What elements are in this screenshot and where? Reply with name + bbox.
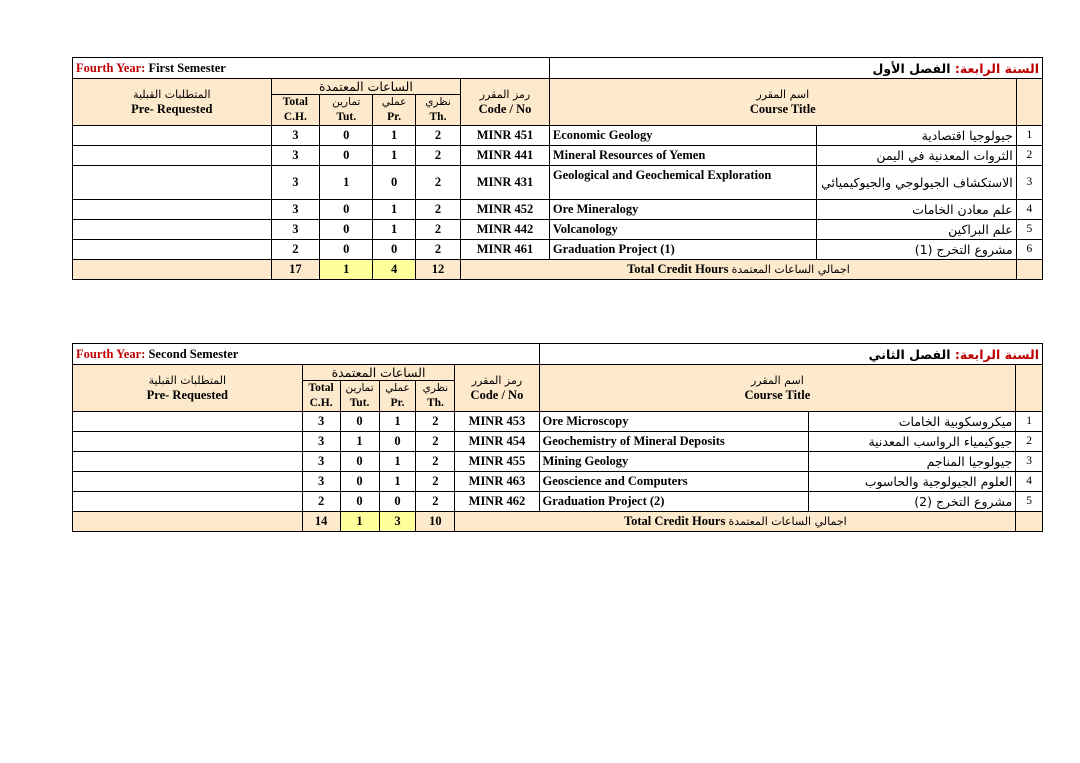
prereq-cell: [73, 432, 303, 452]
course-title-ar-cell: علم معادن الخامات: [817, 200, 1017, 220]
total-header-bottom: C.H.: [283, 111, 307, 123]
course-row: [73, 452, 1043, 472]
pr-header-bottom: Pr.: [390, 397, 405, 409]
pr-cell: 0: [373, 166, 415, 200]
course-title-ar-cell: مشروع التخرج (2): [809, 492, 1016, 512]
tut-cell: 0: [320, 220, 373, 240]
total-header-top: Total: [308, 382, 334, 394]
pr-cell: 0: [379, 492, 416, 512]
course-code-cell: MINR 455: [455, 452, 539, 472]
total-ch-cell: 3: [271, 166, 319, 200]
total-ch-cell: 3: [271, 126, 319, 146]
th-header-top: نظري: [422, 382, 449, 394]
pr-cell: 1: [379, 412, 416, 432]
prereq-header-en: Pre- Requested: [131, 102, 213, 116]
course-title-header: [539, 365, 1016, 412]
year-label-ar: السنة الرابعة:: [954, 346, 1039, 362]
code-header: [455, 365, 539, 412]
course-title-en-cell: Ore Mineralogy: [549, 200, 816, 220]
course-table: [72, 343, 1043, 532]
row-number-cell: 2: [1016, 432, 1043, 452]
total-row: [73, 512, 1043, 532]
course-title-ar-cell: الثروات المعدنية في اليمن: [817, 146, 1017, 166]
th-cell: 2: [416, 412, 455, 432]
course-title-ar-cell: علم البراكين: [817, 220, 1017, 240]
year-label: Fourth Year:: [76, 346, 146, 361]
total-ch-cell: 2: [271, 240, 319, 260]
row-number-cell: 6: [1016, 240, 1042, 260]
title-header-en: Course Title: [744, 388, 811, 402]
course-row: [73, 220, 1043, 240]
course-row: [73, 200, 1043, 220]
prereq-cell: [73, 412, 303, 432]
total-header-top: Total: [282, 96, 308, 108]
first-semester-table: [72, 57, 1043, 280]
code-header-en: Code / No: [478, 102, 532, 116]
course-title-en-cell: Mining Geology: [539, 452, 809, 472]
credit-hours-header: الساعات المعتمدة: [302, 365, 455, 381]
course-code-cell: MINR 462: [455, 492, 539, 512]
total-header: [302, 381, 340, 412]
pr-cell: 0: [379, 432, 416, 452]
total-label-ar: اجمالي الساعات المعتمدة: [731, 263, 850, 276]
total-ch-cell: 3: [271, 146, 319, 166]
tut-cell: 0: [340, 492, 379, 512]
course-row: [73, 126, 1043, 146]
semester-label-ar: الفصل الثاني: [868, 346, 951, 362]
course-title-en-cell: Mineral Resources of Yemen: [549, 146, 816, 166]
header-row: [73, 365, 1043, 381]
tut-header-top: تمارين: [345, 382, 374, 394]
tut-header-bottom: Tut.: [349, 397, 370, 409]
pr-header-top: عملي: [381, 96, 407, 108]
total-ch-cell: 3: [302, 432, 340, 452]
total-ch-sum: 14: [302, 512, 340, 532]
total-tut-sum: 1: [320, 260, 373, 280]
th-cell: 2: [415, 240, 460, 260]
course-title-en-cell: Graduation Project (2): [539, 492, 809, 512]
total-header-bottom: C.H.: [309, 397, 333, 409]
prereq-cell: [73, 200, 272, 220]
row-number-cell: 1: [1016, 412, 1043, 432]
course-row: [73, 240, 1043, 260]
tut-header: [320, 95, 373, 126]
prereq-cell: [73, 146, 272, 166]
number-header: [1016, 365, 1043, 412]
course-title-en-cell: Graduation Project (1): [549, 240, 816, 260]
course-title-en-cell: Ore Microscopy: [539, 412, 809, 432]
prereq-cell: [73, 240, 272, 260]
prereq-header-ar: المتطلبات القبلية: [133, 88, 211, 101]
th-header-bottom: Th.: [426, 397, 444, 409]
course-title-ar-cell: جيولوجيا اقتصادية: [817, 126, 1017, 146]
row-number-cell: 4: [1016, 472, 1043, 492]
semester-label: First Semester: [148, 60, 226, 75]
pr-header: [379, 381, 416, 412]
total-label-en: Total Credit Hours: [627, 262, 729, 276]
tut-cell: 1: [320, 166, 373, 200]
semester-title-en: [73, 58, 550, 79]
course-title-ar-cell: ميكروسكوبية الخامات: [809, 412, 1016, 432]
year-label-ar: السنة الرابعة:: [954, 60, 1039, 76]
th-header: [415, 95, 460, 126]
prereq-cell: [73, 472, 303, 492]
prereq-cell: [73, 126, 272, 146]
pr-header: [373, 95, 415, 126]
total-number-cell: [1016, 260, 1042, 280]
total-ch-cell: 3: [302, 412, 340, 432]
total-row: [73, 260, 1043, 280]
course-code-cell: MINR 461: [461, 240, 550, 260]
total-prereq-cell: [73, 512, 303, 532]
tut-header: [340, 381, 379, 412]
total-ch-sum: 17: [271, 260, 319, 280]
course-code-cell: MINR 451: [461, 126, 550, 146]
th-cell: 2: [415, 146, 460, 166]
year-label: Fourth Year:: [76, 60, 146, 75]
pr-cell: 1: [373, 126, 415, 146]
course-row: [73, 146, 1043, 166]
course-row: [73, 432, 1043, 452]
prereq-header-en: Pre- Requested: [146, 388, 228, 402]
total-label-ar: اجمالي الساعات المعتمدة: [728, 515, 847, 528]
course-code-cell: MINR 441: [461, 146, 550, 166]
total-ch-cell: 2: [302, 492, 340, 512]
code-header: [461, 79, 550, 126]
pr-header-bottom: Pr.: [387, 111, 402, 123]
th-header: [416, 381, 455, 412]
total-credit-label: [455, 512, 1016, 532]
pr-cell: 1: [379, 452, 416, 472]
total-th-sum: 10: [416, 512, 455, 532]
course-code-cell: MINR 431: [461, 166, 550, 200]
tut-cell: 0: [340, 472, 379, 492]
code-header-en: Code / No: [470, 388, 524, 402]
course-title-header: [549, 79, 1016, 126]
prereq-header: [73, 79, 272, 126]
course-row: [73, 492, 1043, 512]
th-cell: 2: [415, 220, 460, 240]
th-cell: 2: [416, 492, 455, 512]
row-number-cell: 3: [1016, 166, 1042, 200]
total-ch-cell: 3: [302, 452, 340, 472]
course-title-ar-cell: مشروع التخرج (1): [817, 240, 1017, 260]
th-header-bottom: Th.: [429, 111, 447, 123]
tut-cell: 1: [340, 432, 379, 452]
course-title-en-cell: Geological and Geochemical Exploration: [549, 166, 816, 200]
pr-header-top: عملي: [385, 382, 410, 394]
total-label-en: Total Credit Hours: [623, 514, 726, 528]
course-title-en-cell: Geoscience and Computers: [539, 472, 809, 492]
tut-cell: 0: [320, 200, 373, 220]
semester-title-ar: [549, 58, 1042, 79]
course-title-ar-cell: الاستكشاف الجيولوجي والجيوكيميائي: [817, 166, 1017, 200]
tut-header-bottom: Tut.: [336, 111, 357, 123]
pr-cell: 1: [373, 200, 415, 220]
header-row: [73, 79, 1043, 95]
total-pr-sum: 4: [373, 260, 415, 280]
code-header-ar: رمز المقرر: [471, 374, 523, 387]
course-row: [73, 412, 1043, 432]
prereq-cell: [73, 492, 303, 512]
prereq-header-ar: المتطلبات القبلية: [148, 374, 227, 387]
semester-label: Second Semester: [148, 346, 239, 361]
total-th-sum: 12: [415, 260, 460, 280]
course-row: [73, 472, 1043, 492]
row-number-cell: 5: [1016, 220, 1042, 240]
course-title-en-cell: Volcanology: [549, 220, 816, 240]
number-header: [1016, 79, 1042, 126]
tut-cell: 0: [340, 452, 379, 472]
course-title-en-cell: Economic Geology: [549, 126, 816, 146]
course-title-ar-cell: جيولوجيا المناجم: [809, 452, 1016, 472]
total-pr-sum: 3: [379, 512, 416, 532]
title-header-en: Course Title: [749, 102, 816, 116]
prereq-cell: [73, 452, 303, 472]
pr-cell: 1: [379, 472, 416, 492]
course-row: [73, 166, 1043, 200]
th-cell: 2: [416, 452, 455, 472]
prereq-cell: [73, 220, 272, 240]
total-ch-cell: 3: [271, 220, 319, 240]
course-title-en-cell: Geochemistry of Mineral Deposits: [539, 432, 809, 452]
pr-cell: 1: [373, 220, 415, 240]
course-code-cell: MINR 463: [455, 472, 539, 492]
semester-title-row: [73, 58, 1043, 79]
credit-hours-header: الساعات المعتمدة: [271, 79, 461, 95]
total-number-cell: [1016, 512, 1043, 532]
row-number-cell: 4: [1016, 200, 1042, 220]
th-cell: 2: [415, 126, 460, 146]
course-code-cell: MINR 442: [461, 220, 550, 240]
total-ch-cell: 3: [302, 472, 340, 492]
row-number-cell: 1: [1016, 126, 1042, 146]
course-title-ar-cell: جيوكيمياء الرواسب المعدنية: [809, 432, 1016, 452]
th-cell: 2: [415, 166, 460, 200]
course-title-ar-cell: العلوم الجيولوجية والحاسوب: [809, 472, 1016, 492]
semester-title-row: [73, 344, 1043, 365]
pr-cell: 1: [373, 146, 415, 166]
total-ch-cell: 3: [271, 200, 319, 220]
prereq-cell: [73, 166, 272, 200]
total-credit-label: [461, 260, 1017, 280]
row-number-cell: 5: [1016, 492, 1043, 512]
tut-cell: 0: [320, 126, 373, 146]
pr-cell: 0: [373, 240, 415, 260]
row-number-cell: 2: [1016, 146, 1042, 166]
row-number-cell: 3: [1016, 452, 1043, 472]
th-header-top: نظري: [425, 96, 451, 108]
semester-title-ar: [539, 344, 1043, 365]
prereq-header: [73, 365, 303, 412]
total-tut-sum: 1: [340, 512, 379, 532]
tut-cell: 0: [320, 146, 373, 166]
th-cell: 2: [415, 200, 460, 220]
title-header-ar: اسم المقرر: [750, 374, 804, 387]
course-code-cell: MINR 452: [461, 200, 550, 220]
th-cell: 2: [416, 472, 455, 492]
code-header-ar: رمز المقرر: [479, 88, 531, 101]
tut-cell: 0: [320, 240, 373, 260]
tut-cell: 0: [340, 412, 379, 432]
semester-title-en: [73, 344, 540, 365]
total-prereq-cell: [73, 260, 272, 280]
th-cell: 2: [416, 432, 455, 452]
title-header-ar: اسم المقرر: [756, 88, 810, 101]
course-code-cell: MINR 453: [455, 412, 539, 432]
course-code-cell: MINR 454: [455, 432, 539, 452]
course-table: [72, 57, 1043, 280]
semester-label-ar: الفصل الأول: [872, 60, 951, 76]
second-semester-table: [72, 343, 1043, 532]
tut-header-top: تمارين: [332, 96, 361, 108]
total-header: [271, 95, 319, 126]
